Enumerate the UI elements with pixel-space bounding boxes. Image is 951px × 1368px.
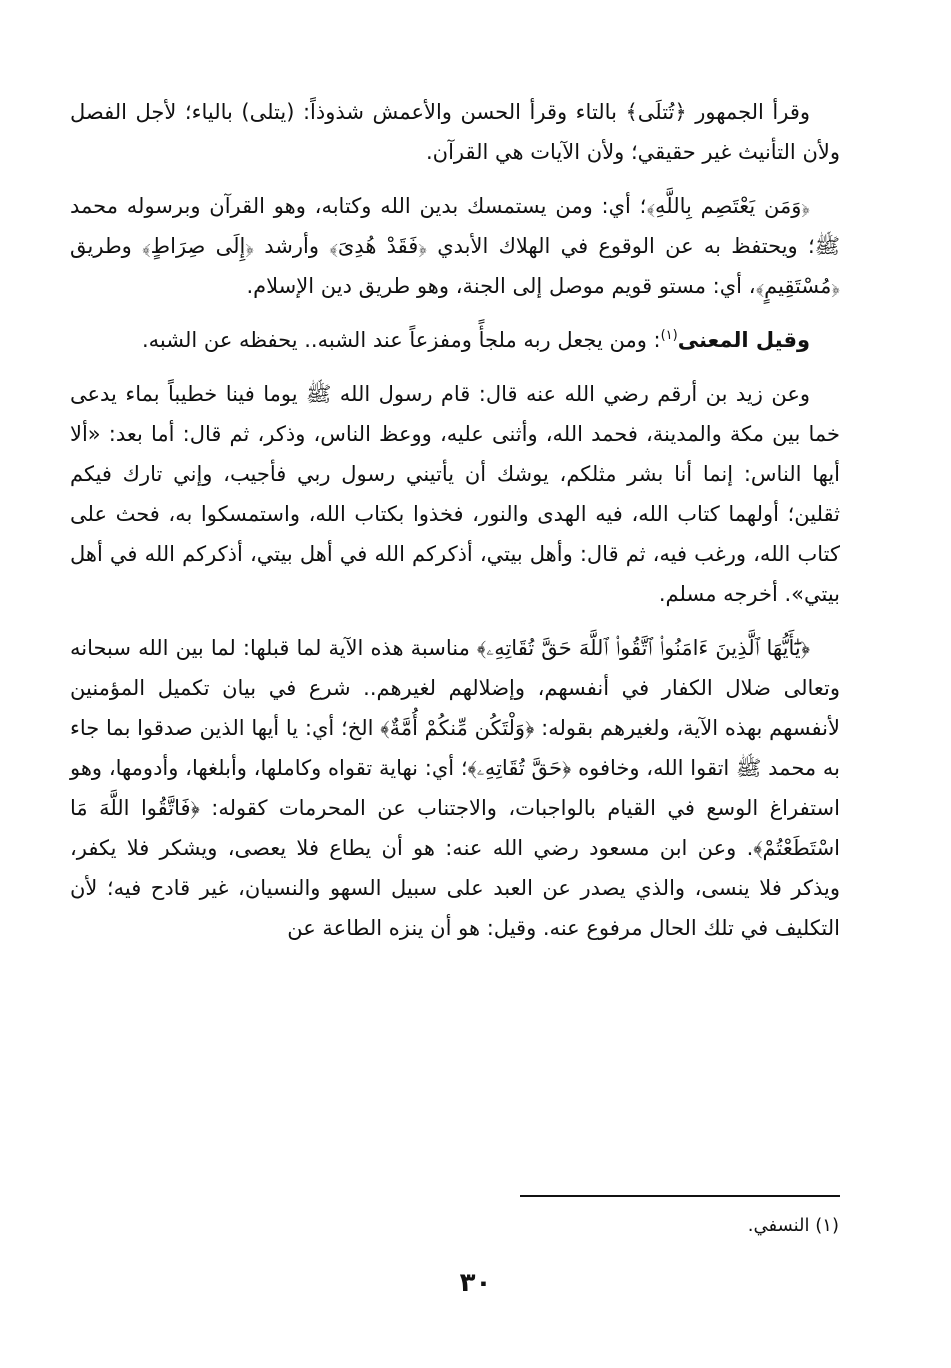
page-number: ٣٠ (459, 1268, 492, 1298)
footnote-text: (١) النسفي. (747, 1215, 839, 1236)
paragraph-hadith-zayd: وعن زيد بن أرقم رضي الله عنه قال: قام رسول الله ﷺ يوما فينا خطيباً بماء يدعى خما بين مكة والمدينة، فحمد الله، وأثنى عليه، ووعظ الناس، وذكر، ثم قال: أما بعد: «ألا أيها الناس: إنما أنا بشر مثلكم، يوشك أن يأتيني رسول ربي فأجيب، وإني تارك فيكم ثقلين؛ أولهما كتاب الله، فيه الهدى والنور، فخذوا بكتاب الله، واستمسكوا به، فحث على كتاب الله، ورغب فيه، ثم قال: وأهل بيتي، أذكركم الله في أهل بيتي، أذكركم الله في أهل بيتي». أخرجه مسلم. (70, 382, 840, 606)
footnote-marker: (١) (660, 328, 678, 343)
footnote-divider (520, 1195, 840, 1197)
alternate-meaning-text: : ومن يجعل ربه ملجأً ومفزعاً عند الشبه.. يحفظه عن الشبه. (141, 328, 661, 352)
alternate-meaning-lead: وقيل المعنى (677, 328, 810, 352)
page-body (70, 92, 840, 962)
paragraph-holding-fast: ﴿وَمَن يَعْتَصِم بِاللَّهِ﴾؛ أي: ومن يستمسك بدين الله وكتابه، وهو القرآن وبرسوله محمد ﷺ؛ ويحتفظ به عن الوقوع في الهلاك الأبدي ﴿فَقَدْ هُدِىَ﴾ وأرشد ﴿إِلَى صِرَاطٍ﴾ وطريق ﴿مُسْتَقِيمٍ﴾، أي: مستو قويم موصل إلى الجنة، وهو طريق دين الإسلام. (70, 194, 840, 298)
paragraph-alternate-meaning (70, 320, 840, 360)
paragraph-reading-variants: وقرأ الجمهور ﴿تُتلَى﴾ بالتاء وقرأ الحسن والأعمش شذوذاً: (يتلى) بالياء؛ لأجل الفصل ولأن التأنيث غير حقيقي؛ ولأن الآيات هي القرآن. (70, 100, 840, 164)
paragraph-piety-verse: ﴿يَٰٓأَيُّهَا ٱلَّذِينَ ءَامَنُوا۟ ٱتَّقُوا۟ ٱللَّهَ حَقَّ تُقَاتِهِۦ﴾ مناسبة هذه الآية لما قبلها: لما بين الله سبحانه وتعالى ضلال الكفار في أنفسهم، وإضلالهم لغيرهم.. شرع في بيان تكميل المؤمنين لأنفسهم بهذه الآية، ولغيرهم بقوله: ﴿وَلْتَكُن مِّنكُمْ أُمَّةٌ﴾ الخ؛ أي: يا أيها الذين صدقوا بما جاء به محمد ﷺ اتقوا الله، وخافوه ﴿حَقَّ تُقَاتِهِۦ﴾؛ أي: نهاية تقواه وكاملها، وأبلغها، وأدومها، وهو استفراغ الوسع في القيام بالواجبات، والاجتناب عن المحرمات كقوله: ﴿فَاتَّقُوا اللَّهَ مَا اسْتَطَعْتُمْ﴾. وعن ابن مسعود رضي الله عنه: هو أن يطاع فلا يعصى، ويشكر فلا يكفر، ويذكر فلا ينسى، والذي يصدر عن العبد على سبيل السهو والنسيان، غير قادح فيه؛ لأن التكليف في تلك الحال مرفوع عنه. وقيل: هو أن ينزه الطاعة عن (70, 636, 840, 940)
